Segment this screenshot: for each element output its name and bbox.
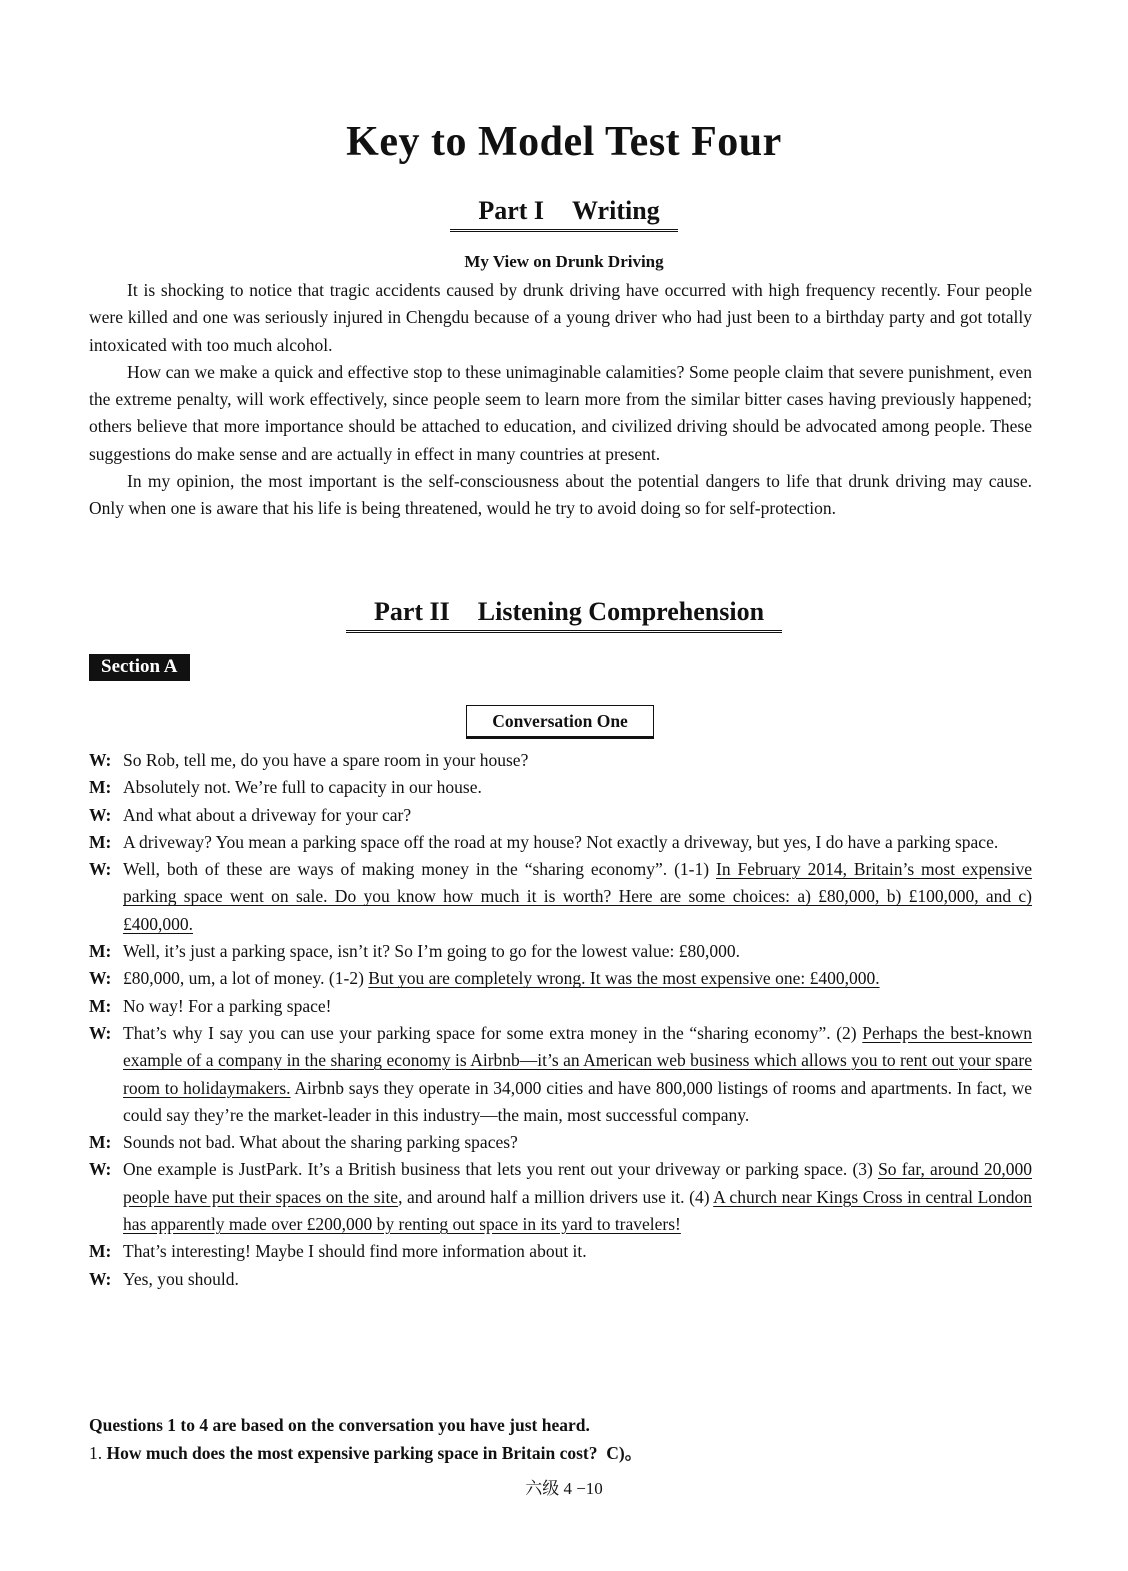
speaker-label: W: [89, 1268, 112, 1289]
dialog-line [89, 856, 1032, 938]
answer-underline-text: Perhaps the best-known example of a company in the sharing economy is Airbnb—it’s an American web business which allows you to rent out your spare room to holidaymakers. [123, 1022, 1032, 1098]
question-1 [89, 1439, 1032, 1467]
dialog-text: No way! For a parking space! [123, 995, 332, 1016]
dialog-text: Airbnb says they operate in 34,000 cities and have 800,000 listings of rooms and apartments. In fact, we could say they’re the market-leader in this industry—the main, most successful company. [123, 1077, 1032, 1125]
questions-intro: Questions 1 to 4 are based on the conversation you have just heard. [89, 1415, 590, 1435]
speaker-label: M: [89, 1241, 112, 1262]
dialog-text: Sounds not bad. What about the sharing parking spaces? [123, 1132, 518, 1153]
part-one-label: Part I [478, 196, 545, 225]
speaker-label: M: [89, 831, 112, 852]
essay-paragraph: How can we make a quick and effective stop to these unimaginable calamities? Some people claim that severe punishment, even the extreme penalty, will work effectively, since people seem to learn more from the similar bitter cases having previously happened; others believe that more importance should be attached to education, and civilized driving should be advocated among people. These suggestions do make sense and are actually in effect in many countries at present. [89, 361, 1032, 464]
essay-body [89, 277, 1032, 523]
dialog-line [89, 747, 1032, 774]
conversation-title-box: Conversation One [466, 705, 654, 737]
dialog-text: That’s why I say you can use your parking space for some extra money in the “sharing economy”. (2) [123, 1022, 863, 1043]
dialog-text: Well, both of these are ways of making money in the “sharing economy”. (1-1) [123, 859, 716, 880]
dialog-text: So Rob, tell me, do you have a spare room in your house? [123, 750, 529, 770]
dialog-line [89, 829, 1032, 856]
answer-underline-text: A church near Kings Cross in central London has apparently made over £200,000 by renting out space in its yard to travelers! [123, 1186, 1033, 1235]
dialog-line [89, 1266, 1032, 1293]
page-title: Key to Model Test Four [346, 119, 782, 165]
speaker-label: W: [89, 804, 112, 825]
speaker-label: W: [89, 859, 112, 880]
speaker-label: W: [89, 1022, 112, 1043]
essay-paragraph: It is shocking to notice that tragic accidents caused by drunk driving have occurred with high frequency recently. Four people were killed and one was seriously injured in Chengdu because of a young driver who had just been to a birthday party and got totally intoxicated with too much alcohol. [89, 280, 1032, 355]
question-number: 1. [89, 1443, 103, 1463]
part-two-name: Listening Comprehension [477, 597, 765, 626]
part-one-name: Writing [572, 196, 660, 225]
questions-block [89, 1411, 1032, 1467]
answer-underline-text: In February 2014, Britain’s most expensive parking space went on sale. Do you know how much it is worth? Here are some choices: a) £80,000, b) £100,000, and c) £400,000. [123, 859, 1032, 934]
dialog-line [89, 1156, 1032, 1238]
page-footer: 六级 4 −10 [525, 1479, 603, 1498]
speaker-label: M: [89, 1132, 112, 1153]
dialog-line [89, 1020, 1032, 1129]
dialog-text: One example is JustPark. It’s a British business that lets you rent out your driveway or parking space. (3) [123, 1159, 879, 1180]
dialog-line [89, 774, 1032, 801]
dialog-text: Well, it’s just a parking space, isn’t it? So I’m going to go for the lowest value: £80,000. [123, 941, 740, 962]
question-answer: C)。 [606, 1443, 643, 1463]
speaker-label: W: [89, 1159, 112, 1180]
part-one-heading [0, 196, 1128, 232]
dialog-line [89, 802, 1032, 829]
essay-paragraph: In my opinion, the most important is the self-consciousness about the potential dangers to life that drunk driving may cause. Only when one is aware that his life is being threatened, would he try to avoid doing so for self-protection. [89, 471, 1032, 519]
dialog-line [89, 965, 1032, 992]
dialog-text: That’s interesting! Maybe I should find more information about it. [123, 1241, 587, 1262]
essay-title: My View on Drunk Driving [464, 252, 664, 271]
dialog-text: , and around half a million drivers use it. (4) [398, 1186, 714, 1207]
dialog-line [89, 1238, 1032, 1265]
answer-underline-text: So far, around 20,000 people have put their spaces on the site [123, 1159, 1032, 1207]
dialog-line [89, 993, 1032, 1020]
dialog-line [89, 1129, 1032, 1156]
dialog-line [89, 938, 1032, 965]
speaker-label: W: [89, 968, 112, 989]
dialog-text: £80,000, um, a lot of money. (1-2) [123, 968, 369, 989]
speaker-label: W: [89, 750, 112, 770]
part-two-label: Part II [373, 597, 450, 626]
speaker-label: M: [89, 995, 112, 1016]
part-two-heading [0, 597, 1128, 633]
answer-underline-text: But you are completely wrong. It was the most expensive one: £400,000. [368, 968, 880, 989]
dialog-text: And what about a driveway for your car? [123, 804, 412, 825]
section-a-tag: Section A [89, 654, 190, 681]
dialog-text: Absolutely not. We’re full to capacity in our house. [123, 777, 482, 798]
question-text: How much does the most expensive parking space in Britain cost? [106, 1443, 598, 1463]
speaker-label: M: [89, 941, 112, 962]
dialog-text: Yes, you should. [123, 1268, 239, 1289]
speaker-label: M: [89, 777, 112, 798]
dialog-text: A driveway? You mean a parking space off the road at my house? Not exactly a driveway, but yes, I do have a parking space. [123, 831, 999, 852]
conversation-transcript [89, 747, 1032, 1293]
